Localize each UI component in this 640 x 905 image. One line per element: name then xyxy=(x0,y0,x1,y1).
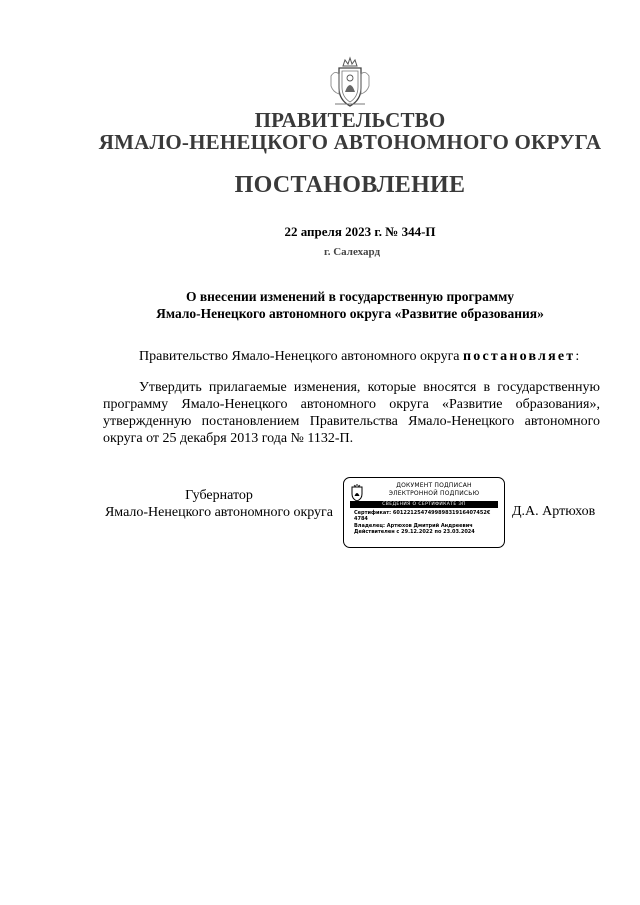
stamp-heading-line2: ЭЛЕКТРОННОЙ ПОДПИСЬЮ xyxy=(388,490,480,497)
stamp-owner: Владелец: Артюхов Дмитрий Андреевич xyxy=(354,522,473,529)
preamble-verb: постановляет xyxy=(463,349,576,364)
org-name-line2: ЯМАЛО-НЕНЕЦКОГО АВТОНОМНОГО ОКРУГА xyxy=(98,130,602,154)
document-city: г. Салехард xyxy=(323,246,381,258)
stamp-validity: Действителен с 29.12.2022 по 23.03.2024 xyxy=(354,529,475,536)
stamp-certificate: Сертификат: 601221254749989831916407452€ xyxy=(354,510,491,516)
preamble-text: Правительство Ямало-Ненецкого автономного округа xyxy=(139,349,464,364)
document-date-number: 22 апреля 2023 г. № 344-П xyxy=(284,224,436,239)
stamp-emblem-icon xyxy=(350,484,364,502)
resolution-body: Утвердить прилагаемые изменения, которые вносятся в государственную программу Ямало-Ненецкого автономного округа «Развитие образования», утвержденную постановлением Правительства Ямало-Ненецкого автономного округа от 25 декабря 2013 года № 1132-П. xyxy=(103,380,600,446)
subject-line1: О внесении изменений в государственную программу xyxy=(185,289,515,304)
signer-name: Д.А. Артюхов xyxy=(512,504,596,519)
preamble-colon: : xyxy=(575,349,580,364)
stamp-details xyxy=(354,510,504,536)
signer-position-line2: Ямало-Ненецкого автономного округа xyxy=(104,505,334,520)
coat-of-arms-icon xyxy=(327,56,373,110)
document-type: ПОСТАНОВЛЕНИЕ xyxy=(234,172,466,198)
org-name-line1: ПРАВИТЕЛЬСТВО xyxy=(254,108,446,132)
electronic-signature-stamp xyxy=(343,477,505,548)
stamp-heading-line1: ДОКУМЕНТ ПОДПИСАН xyxy=(396,482,472,489)
resolution-preamble xyxy=(103,348,600,365)
signer-position-line1: Губернатор xyxy=(185,488,253,503)
document-subject xyxy=(30,288,640,322)
subject-line2: Ямало-Ненецкого автономного округа «Развитие образования» xyxy=(156,306,544,321)
signer-position xyxy=(103,487,335,521)
stamp-heading xyxy=(368,482,500,498)
stamp-certificate-cont: 4784 xyxy=(354,516,368,523)
stamp-info-bar: СВЕДЕНИЯ О СЕРТИФИКАТЕ ЭП xyxy=(350,501,498,508)
